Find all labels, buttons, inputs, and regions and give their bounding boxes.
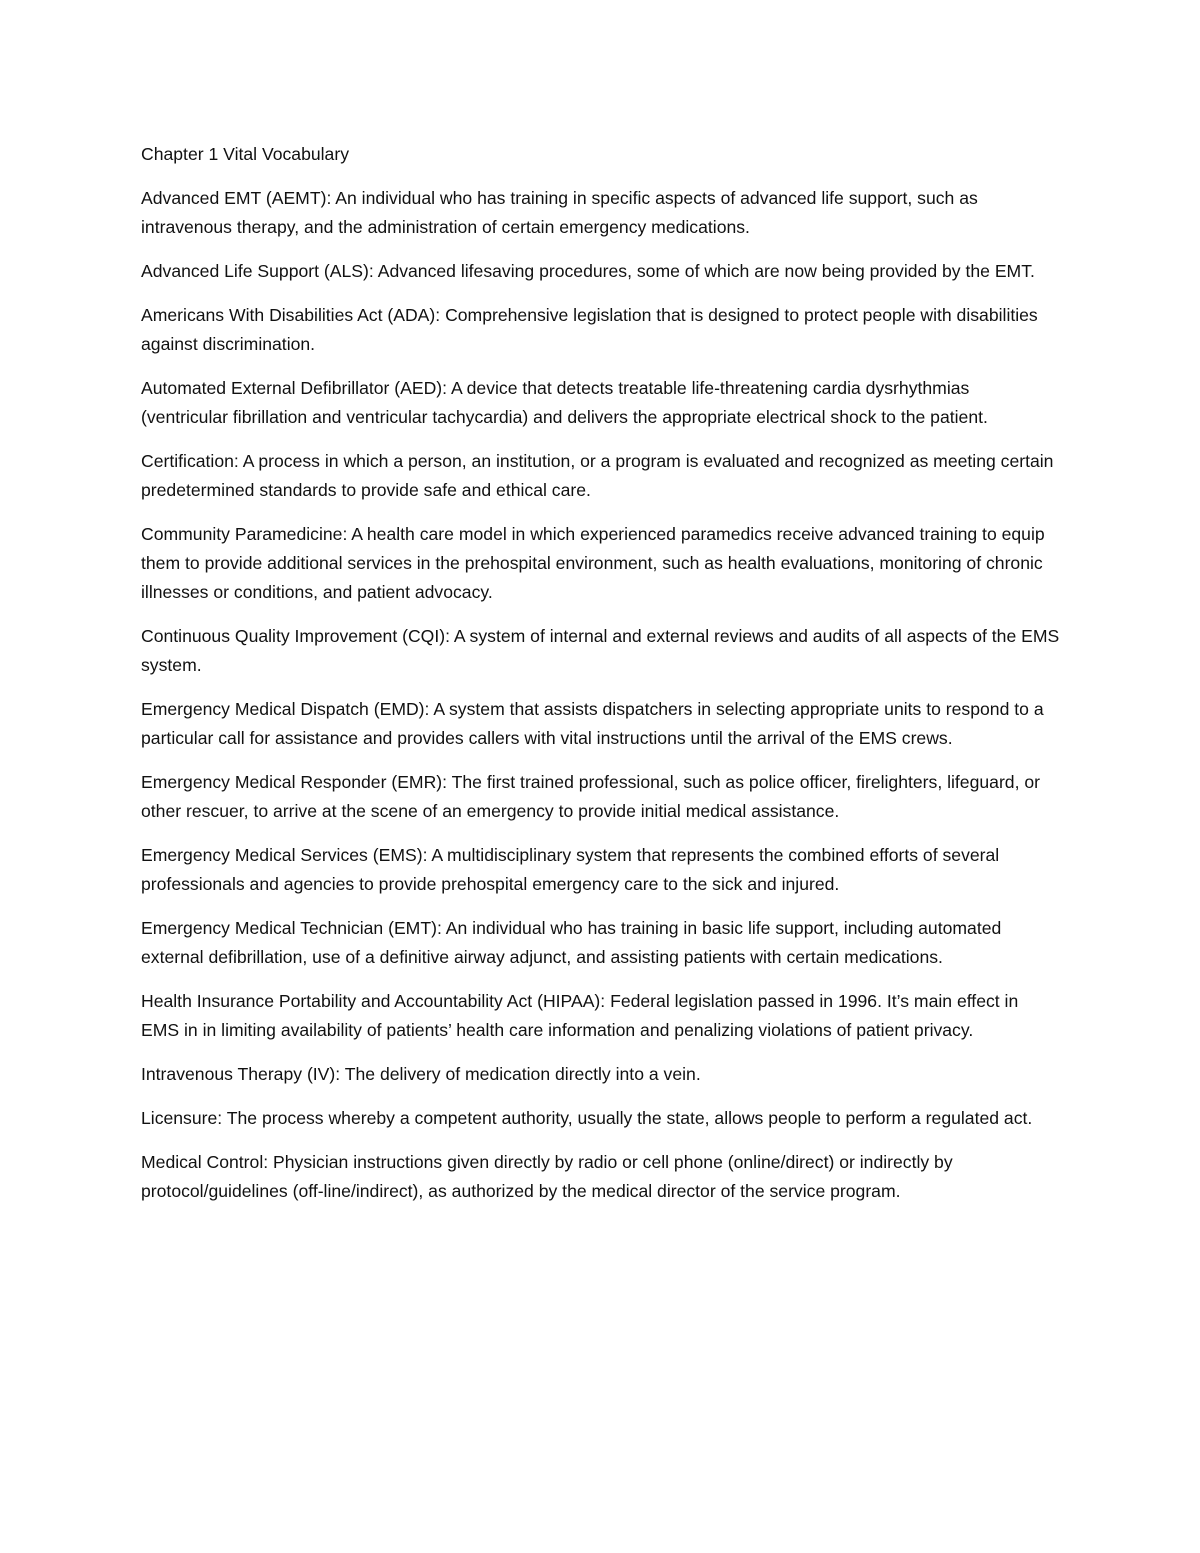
vocabulary-definition: The delivery of medication directly into a vein. <box>344 1064 701 1084</box>
vocabulary-term: Americans With Disabilities Act (ADA) <box>141 305 436 325</box>
vocabulary-term: Licensure <box>141 1108 218 1128</box>
vocabulary-term: Certification <box>141 451 234 471</box>
vocabulary-entry: Advanced EMT (AEMT): An individual who has training in specific aspects of advanced life support, such as intravenous therapy, and the administration of certain emergency medications. <box>141 188 978 237</box>
vocabulary-term: Intravenous Therapy (IV) <box>141 1064 336 1084</box>
vocabulary-term: Automated External Defibrillator (AED) <box>141 378 443 398</box>
vocabulary-definition: A device that detects treatable life-threatening cardia dysrhythmias (ventricular fibrillation and ventricular tachycardia) and delivers the appropriate electrical shock to the patient. <box>141 378 988 427</box>
vocabulary-term: Emergency Medical Services (EMS) <box>141 845 423 865</box>
vocabulary-term: Emergency Medical Technician (EMT) <box>141 918 437 938</box>
vocabulary-term: Health Insurance Portability and Accountability Act (HIPAA) <box>141 991 601 1011</box>
vocabulary-term: Community Paramedicine <box>141 524 343 544</box>
document-page <box>141 140 1061 1221</box>
vocabulary-entry: Medical Control: Physician instructions given directly by radio or cell phone (online/direct) or indirectly by protocol/guidelines (off-line/indirect), as authorized by the medical director of the service program. <box>141 1152 953 1201</box>
vocabulary-definition: Federal legislation passed in 1996. It’s main effect in EMS in in limiting availability of patients’ health care information and penalizing violations of patient privacy. <box>141 991 1019 1040</box>
vocabulary-definition: The process whereby a competent authority, usually the state, allows people to perform a regulated act. <box>226 1108 1033 1128</box>
vocabulary-definition: A multidisciplinary system that represents the combined efforts of several professionals and agencies to provide prehospital emergency care to the sick and injured. <box>141 845 1000 894</box>
vocabulary-term: Advanced EMT (AEMT) <box>141 188 327 208</box>
vocabulary-definition: An individual who has training in basic life support, including automated external defibrillation, use of a definitive airway adjunct, and assisting patients with certain medications. <box>141 918 1002 967</box>
vocabulary-definition: The first trained professional, such as police officer, firelighters, lifeguard, or other rescuer, to arrive at the scene of an emergency to provide initial medical assistance. <box>141 772 1041 821</box>
vocabulary-entry: Advanced Life Support (ALS): Advanced lifesaving procedures, some of which are now being provided by the EMT. <box>141 261 1035 281</box>
vocabulary-entry: Automated External Defibrillator (AED): A device that detects treatable life-threatening cardia dysrhythmias (ventricular fibrillation and ventricular tachycardia) and delivers the appropriate electrical shock to the patient. <box>141 378 988 427</box>
vocabulary-list <box>141 184 1061 1206</box>
vocabulary-entry: Emergency Medical Dispatch (EMD): A system that assists dispatchers in selecting appropriate units to respond to a particular call for assistance and provides callers with vital instructions until the arrival of the EMS crews. <box>141 699 1044 748</box>
vocabulary-entry: Health Insurance Portability and Accountability Act (HIPAA): Federal legislation passed in 1996. It’s main effect in EMS in in limiting availability of patients’ health care information and penalizing violations of patient privacy. <box>141 991 1019 1040</box>
vocabulary-entry: Licensure: The process whereby a competent authority, usually the state, allows people to perform a regulated act. <box>141 1108 1033 1128</box>
vocabulary-term: Advanced Life Support (ALS) <box>141 261 369 281</box>
vocabulary-entry: Community Paramedicine: A health care model in which experienced paramedics receive advanced training to equip them to provide additional services in the prehospital environment, such as health evaluations, monitoring of chronic illnesses or conditions, and patient advocacy. <box>141 524 1045 602</box>
vocabulary-term: Emergency Medical Dispatch (EMD) <box>141 699 425 719</box>
vocabulary-term: Emergency Medical Responder (EMR) <box>141 772 443 792</box>
page-title: Chapter 1 Vital Vocabulary <box>141 144 349 164</box>
vocabulary-term: Continuous Quality Improvement (CQI) <box>141 626 446 646</box>
vocabulary-entry: Certification: A process in which a person, an institution, or a program is evaluated and recognized as meeting certain predetermined standards to provide safe and ethical care. <box>141 451 1054 500</box>
vocabulary-entry: Emergency Medical Technician (EMT): An individual who has training in basic life support, including automated external defibrillation, use of a definitive airway adjunct, and assisting patients with certain medications. <box>141 918 1002 967</box>
vocabulary-term: Medical Control <box>141 1152 264 1172</box>
vocabulary-entry: Americans With Disabilities Act (ADA): Comprehensive legislation that is designed to protect people with disabilities against discrimination. <box>141 305 1038 354</box>
vocabulary-definition: A system that assists dispatchers in selecting appropriate units to respond to a particular call for assistance and provides callers with vital instructions until the arrival of the EMS crews. <box>141 699 1044 748</box>
vocabulary-definition: Physician instructions given directly by radio or cell phone (online/direct) or indirectly by protocol/guidelines (off-line/indirect), as authorized by the medical director of the service program. <box>141 1152 953 1201</box>
vocabulary-entry: Intravenous Therapy (IV): The delivery of medication directly into a vein. <box>141 1064 701 1084</box>
vocabulary-entry: Emergency Medical Services (EMS): A multidisciplinary system that represents the combined efforts of several professionals and agencies to provide prehospital emergency care to the sick and injured. <box>141 845 1000 894</box>
vocabulary-definition: Comprehensive legislation that is designed to protect people with disabilities against discrimination. <box>141 305 1038 354</box>
vocabulary-definition: A health care model in which experienced paramedics receive advanced training to equip them to provide additional services in the prehospital environment, such as health evaluations, monitoring of chronic illnesses or conditions, and patient advocacy. <box>141 524 1045 602</box>
vocabulary-definition: A process in which a person, an institution, or a program is evaluated and recognized as meeting certain predetermined standards to provide safe and ethical care. <box>141 451 1054 500</box>
vocabulary-definition: Advanced lifesaving procedures, some of which are now being provided by the EMT. <box>377 261 1035 281</box>
vocabulary-entry: Continuous Quality Improvement (CQI): A system of internal and external reviews and audits of all aspects of the EMS system. <box>141 626 1060 675</box>
vocabulary-definition: A system of internal and external reviews and audits of all aspects of the EMS system. <box>141 626 1060 675</box>
vocabulary-entry: Emergency Medical Responder (EMR): The first trained professional, such as police officer, firelighters, lifeguard, or other rescuer, to arrive at the scene of an emergency to provide initial medical assistance. <box>141 772 1041 821</box>
vocabulary-definition: An individual who has training in specific aspects of advanced life support, such as intravenous therapy, and the administration of certain emergency medications. <box>141 188 978 237</box>
